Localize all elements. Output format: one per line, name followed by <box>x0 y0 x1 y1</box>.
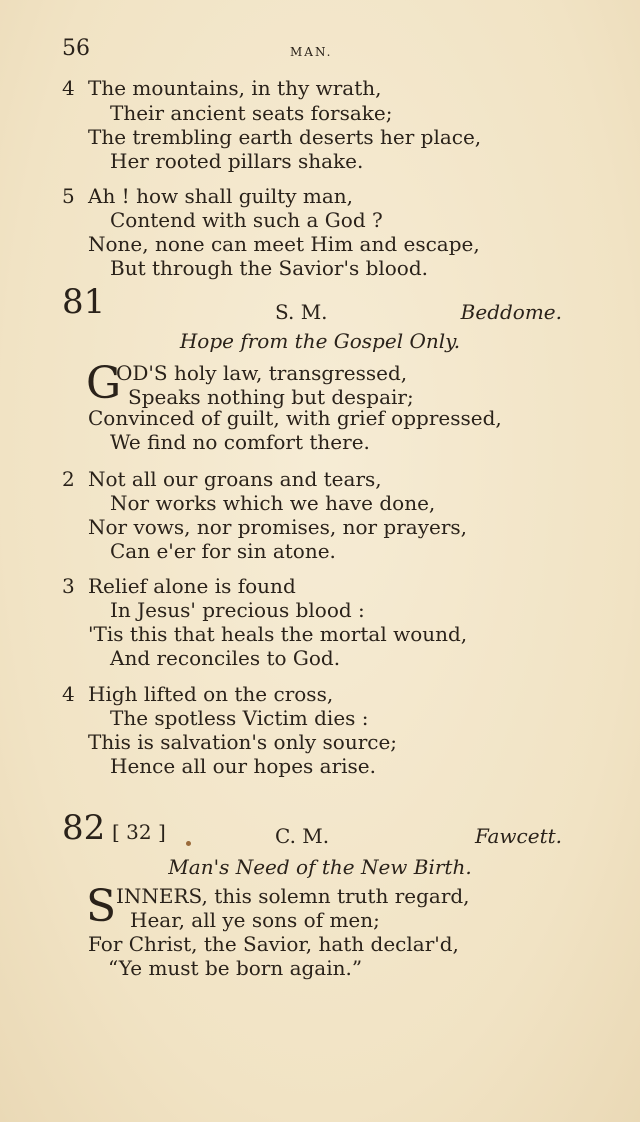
drop-cap: S <box>86 881 117 932</box>
verse-line: OD'S holy law, transgressed, <box>116 361 408 385</box>
hymn-title: Man's Need of the New Birth. <box>168 855 472 879</box>
verse-line: But through the Savior's blood. <box>110 256 429 280</box>
verse-line: None, none can meet Him and escape, <box>88 232 480 256</box>
verse-line: This is salvation's only source; <box>88 730 398 754</box>
verse-line: Contend with such a God ? <box>110 208 383 232</box>
verse-line: For Christ, the Savior, hath declar'd, <box>88 932 459 956</box>
verse-line: Hence all our hopes arise. <box>110 754 376 778</box>
verse-number: 2 <box>62 467 75 491</box>
drop-cap: G <box>86 358 122 409</box>
verse-line: And reconciles to God. <box>110 646 341 670</box>
hymn-author: Beddome. <box>460 300 562 324</box>
verse-line: INNERS, this solemn truth regard, <box>116 884 470 908</box>
verse-line: Nor vows, nor promises, nor prayers, <box>88 515 468 539</box>
verse-number: 4 <box>62 76 75 100</box>
verse-number: 3 <box>62 574 75 598</box>
verse-line: Her rooted pillars shake. <box>110 149 364 173</box>
verse-line: In Jesus' precious blood : <box>110 598 365 622</box>
running-head: MAN. <box>290 45 333 59</box>
verse-line: 'Tis this that heals the mortal wound, <box>88 622 468 646</box>
ink-speck <box>186 841 191 846</box>
hymn-title: Hope from the Gospel Only. <box>179 329 461 353</box>
verse-number: 5 <box>62 184 75 208</box>
verse-line: Their ancient seats forsake; <box>110 101 393 125</box>
hymn-author: Fawcett. <box>474 824 562 848</box>
verse-line: Nor works which we have done, <box>110 491 436 515</box>
page-number: 56 <box>62 36 90 61</box>
verse-line: The trembling earth deserts her place, <box>88 125 482 149</box>
verse-line: Convinced of guilt, with grief oppressed, <box>88 406 502 430</box>
verse-line: Hear, all ye sons of men; <box>130 908 380 932</box>
verse-line: “Ye must be born again.” <box>108 956 363 980</box>
verse-line: High lifted on the cross, <box>88 682 334 706</box>
verse-number: 4 <box>62 682 75 706</box>
hymn-cross-reference: [ 32 ] <box>112 820 166 844</box>
verse-line: Not all our groans and tears, <box>88 467 382 491</box>
hymn-meter: C. M. <box>275 824 330 848</box>
hymn-number: 81 <box>62 282 106 322</box>
verse-line: We find no comfort there. <box>110 430 370 454</box>
verse-line: Ah ! how shall guilty man, <box>88 184 353 208</box>
verse-line: Speaks nothing but despair; <box>128 385 414 409</box>
hymn-number: 82 <box>62 808 106 848</box>
verse-line: The spotless Victim dies : <box>110 706 369 730</box>
verse-line: The mountains, in thy wrath, <box>88 76 382 100</box>
verse-line: Relief alone is found <box>88 574 296 598</box>
hymn-meter: S. M. <box>275 300 328 324</box>
verse-line: Can e'er for sin atone. <box>110 539 336 563</box>
